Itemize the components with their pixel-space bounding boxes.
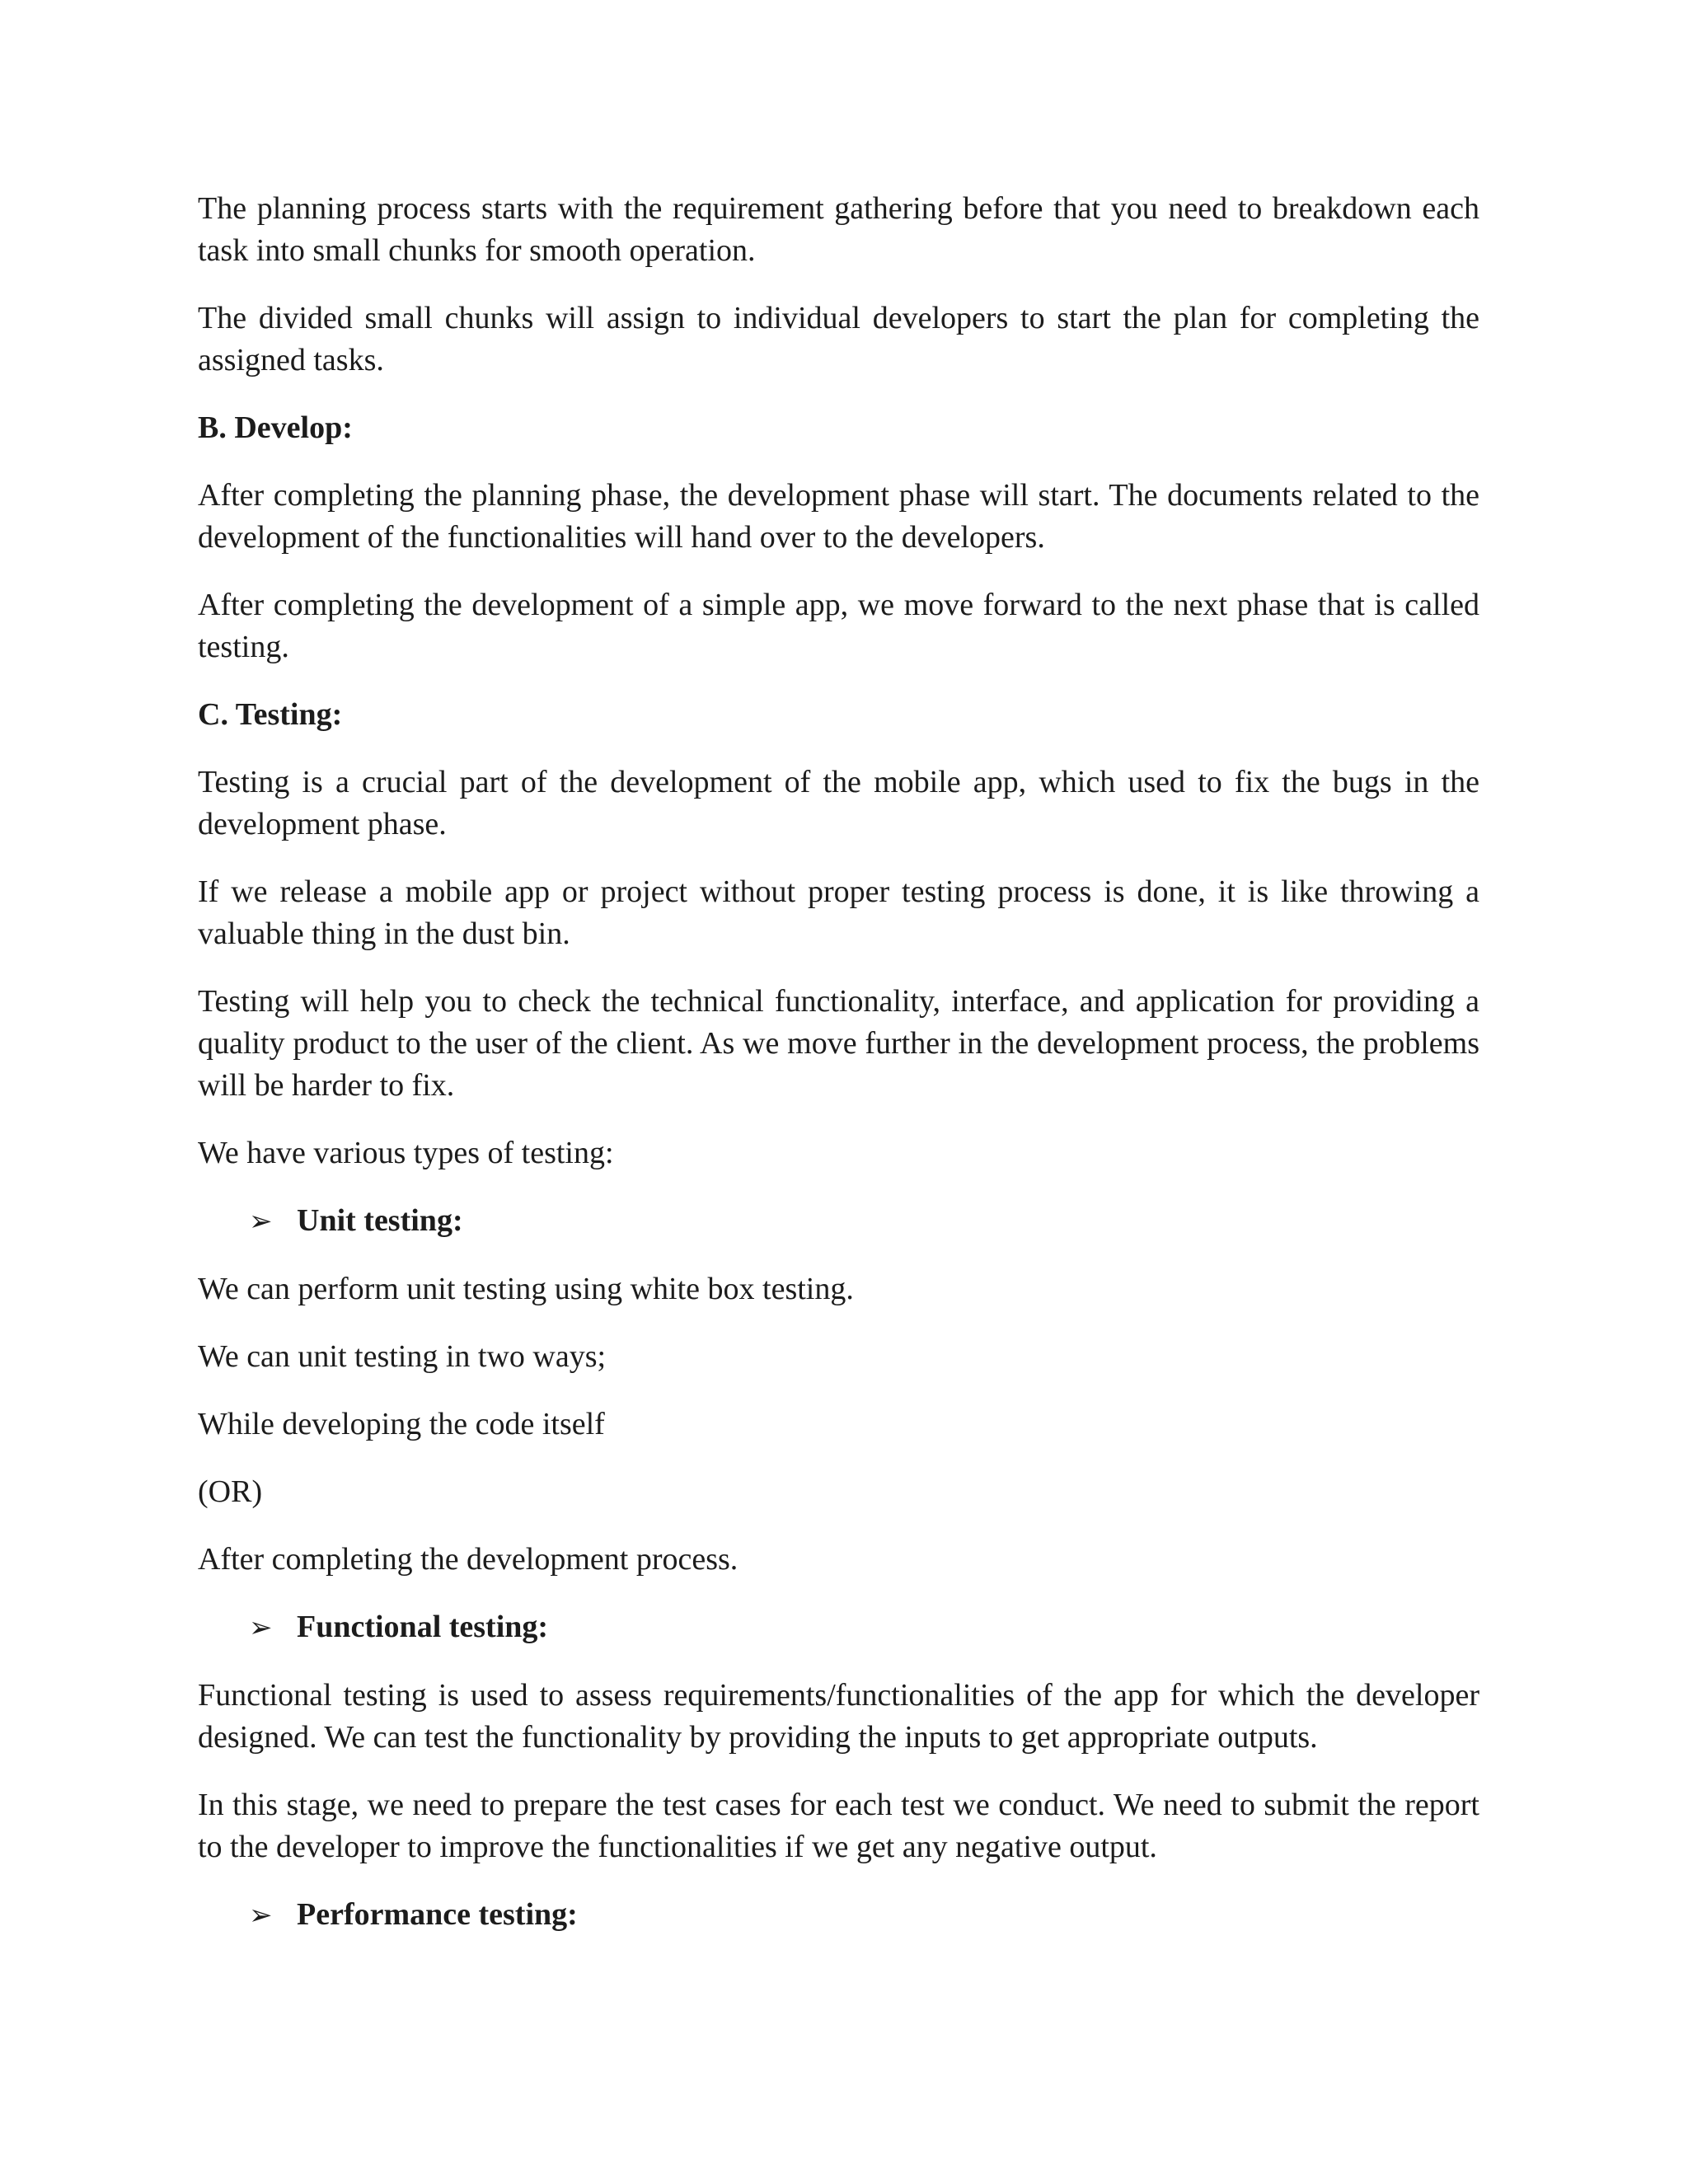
paragraph-after-completing: After completing the development process. [198, 1542, 738, 1577]
heading-testing: C. Testing: [198, 697, 343, 732]
paragraph-release-without-testing: If we release a mobile app or project without proper testing process is done, it is like throwing a valuable thing in the dust bin. [198, 874, 1479, 951]
bullet-performance-testing [249, 1894, 1479, 1937]
paragraph-while-developing: While developing the code itself [198, 1407, 605, 1441]
arrow-bullet-icon: ➢ [249, 1899, 273, 1932]
paragraph-development-phase: After completing the planning phase, the development phase will start. The documents related to the development of the functionalities will hand over to the developers. [198, 478, 1479, 555]
paragraph-testing-helps: Testing will help you to check the technical functionality, interface, and application for providing a quality product to the user of the client. As we move further in the development process, the problems will be harder to fix. [198, 984, 1479, 1103]
arrow-bullet-icon: ➢ [249, 1611, 273, 1644]
paragraph-planning-process: The planning process starts with the requirement gathering before that you need to breakdown each task into small chunks for smooth operation. [198, 191, 1479, 268]
paragraph-functional-testing: Functional testing is used to assess requirements/functionalities of the app for which the developer designed. We can test the functionality by providing the inputs to get appropriate outputs. [198, 1678, 1479, 1755]
bullet-label: Unit testing: [297, 1203, 463, 1238]
arrow-bullet-icon: ➢ [249, 1205, 273, 1238]
paragraph-types-of-testing: We have various types of testing: [198, 1136, 614, 1170]
paragraph-after-development: After completing the development of a simple app, we move forward to the next phase that is called testing. [198, 588, 1479, 664]
bullet-label: Functional testing: [297, 1610, 549, 1644]
document-page [198, 188, 1479, 1962]
bullet-functional-testing [249, 1606, 1479, 1649]
paragraph-unit-white-box: We can perform unit testing using white box testing. [198, 1272, 854, 1306]
paragraph-or: (OR) [198, 1474, 263, 1509]
paragraph-testing-crucial: Testing is a crucial part of the development of the mobile app, which used to fix the bugs in the development phase. [198, 765, 1479, 841]
paragraph-divided-chunks: The divided small chunks will assign to individual developers to start the plan for completing the assigned tasks. [198, 301, 1479, 377]
paragraph-unit-two-ways: We can unit testing in two ways; [198, 1339, 607, 1374]
bullet-label: Performance testing: [297, 1897, 578, 1932]
bullet-unit-testing [249, 1200, 1479, 1243]
paragraph-test-cases: In this stage, we need to prepare the test cases for each test we conduct. We need to submit the report to the developer to improve the functionalities if we get any negative output. [198, 1788, 1479, 1864]
heading-develop: B. Develop: [198, 410, 353, 445]
